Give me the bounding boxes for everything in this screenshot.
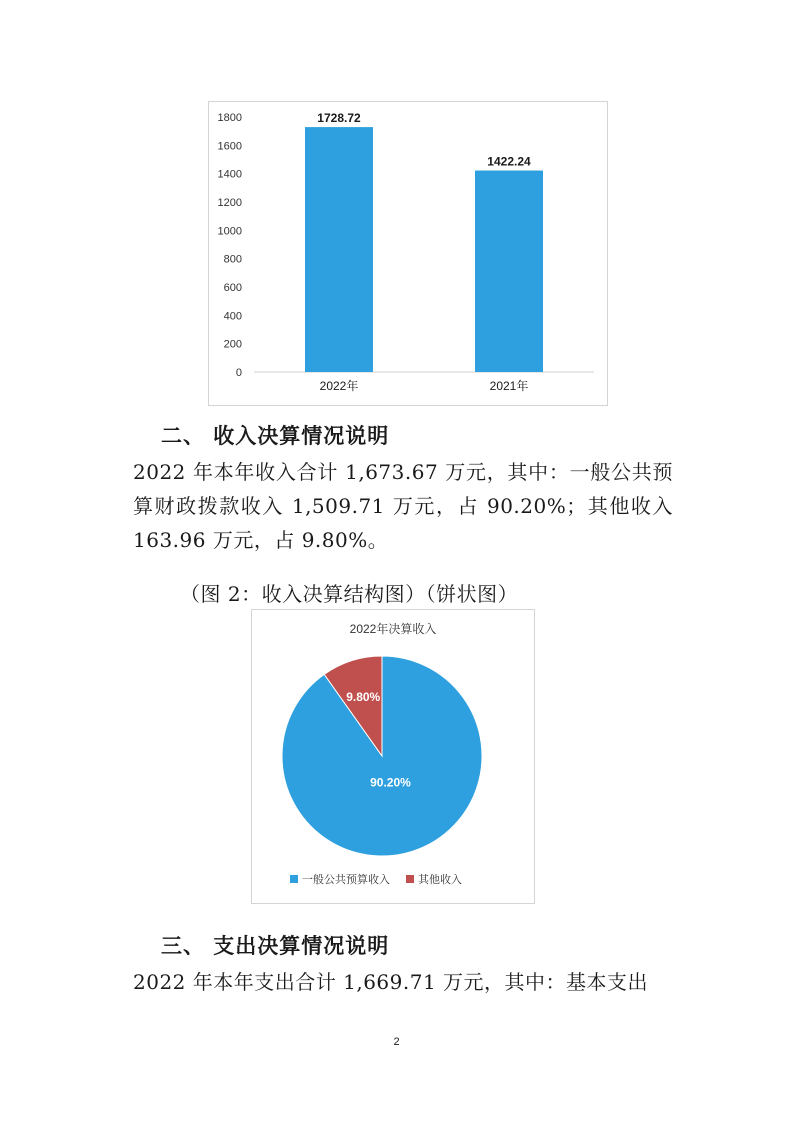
income-structure-pie-chart (251, 609, 535, 904)
income-comparison-bar-chart (208, 101, 608, 406)
bar (475, 171, 543, 372)
legend-swatch (290, 875, 298, 883)
y-tick-label: 1000 (217, 225, 242, 238)
page-number: 2 (393, 1036, 400, 1048)
y-tick-label: 0 (235, 367, 242, 379)
y-tick-label: 1600 (217, 140, 242, 153)
section-3-paragraph: 2022 年本年支出合计 1,669.71 万元，其中：基本支出 (133, 970, 649, 994)
bar-value-label: 1422.24 (487, 154, 531, 169)
bar-value-label: 1728.72 (317, 111, 361, 126)
x-category-label: 2021年 (489, 379, 529, 393)
y-tick-label: 800 (223, 253, 242, 266)
legend-label: 一般公共预算收入 (302, 874, 390, 886)
legend-swatch (406, 875, 414, 883)
y-tick-label: 1800 (217, 112, 242, 124)
legend-label: 其他收入 (418, 874, 462, 886)
bar (305, 127, 373, 372)
x-category-label: 2022年 (319, 379, 359, 393)
y-tick-label: 200 (223, 338, 242, 351)
section-3-heading: 三、 支出决算情况说明 (161, 934, 390, 958)
figure-2-caption: （图 2：收入决算结构图）（饼状图） (180, 582, 519, 606)
pie-chart-svg (252, 610, 534, 903)
bar-chart-svg (209, 102, 607, 405)
section-2-paragraph: 2022 年本年收入合计 1,673.67 万元，其中：一般公共预算财政拨款收入 1,509.71 万元，占 90.20%；其他收入163.96 万元，占 9.80%。 (133, 460, 673, 552)
y-tick-label: 1200 (217, 197, 242, 209)
pie-slice-label: 90.20% (370, 775, 411, 790)
y-tick-label: 600 (223, 282, 242, 294)
pie-slice-label: 9.80% (346, 689, 381, 704)
pie-chart-title: 2022年决算收入 (349, 622, 437, 636)
y-tick-label: 400 (223, 310, 242, 323)
section-2-heading: 二、 收入决算情况说明 (161, 424, 390, 448)
y-tick-label: 1400 (217, 168, 242, 181)
